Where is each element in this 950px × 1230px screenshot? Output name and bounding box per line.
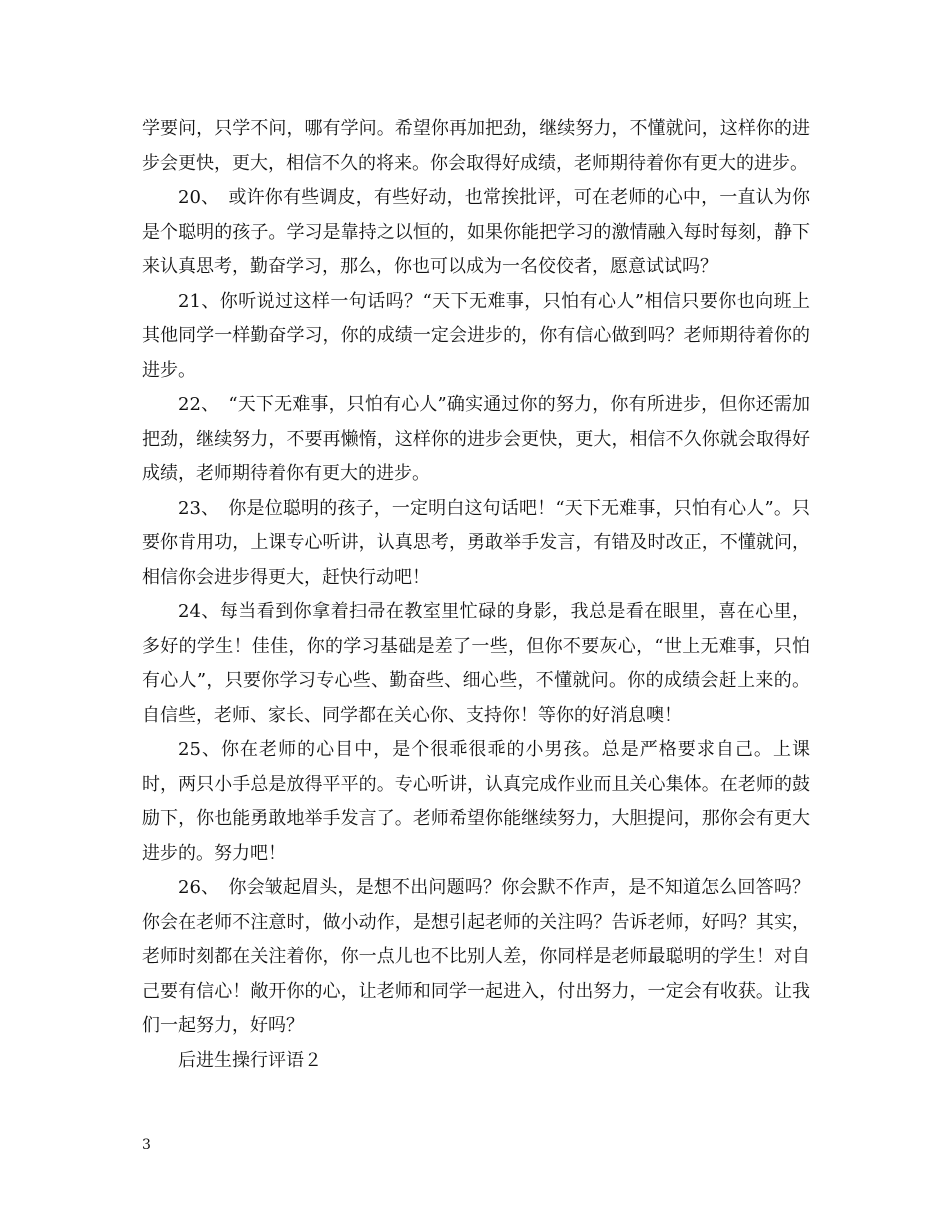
paragraph-20: 20、 或许你有些调皮，有些好动，也常挨批评，可在老师的心中，一直认为你是个聪明的孩子。学习是靠持之以恒的，如果你能把学习的激情融入每时每刻，静下来认真思考，勤奋学习，那么，你也可以成为一名佼佼者，愿意试试吗？ bbox=[142, 187, 810, 277]
paragraph-21: 21、你听说过这样一句话吗？“天下无难事，只怕有心人”相信只要你也向班上其他同学一样勤奋学习，你的成绩一定会进步的，你有信心做到吗？老师期待着你的进步。 bbox=[142, 290, 810, 381]
paragraph-26: 26、 你会皱起眉头，是想不出问题吗？你会默不作声，是不知道怎么回答吗？你会在老师不注意时，做小动作，是想引起老师的关注吗？告诉老师，好吗？其实，老师时刻都在关注着你，你一点儿也不比别人差，你同样是老师最聪明的学生！对自己要有信心！敞开你的心，让老师和同学一起进入，付出努力，一定会有收获。让我们一起努力，好吗？ bbox=[142, 877, 810, 1036]
paragraph-24: 24、每当看到你拿着扫帚在教室里忙碌的身影，我总是看在眼里，喜在心里，多好的学生！佳佳，你的学习基础是差了一些，但你不要灰心，“世上无难事，只怕有心人”，只要你学习专心些、勤奋些、细心些，不懂就问。你的成绩会赶上来的。自信些，老师、家长、同学都在关心你、支持你！等你的好消息噢！ bbox=[142, 601, 810, 726]
page-number: 3 bbox=[142, 1137, 151, 1153]
section-heading: 后进生操行评语２ bbox=[178, 1049, 322, 1071]
paragraph-23: 23、 你是位聪明的孩子，一定明白这句话吧！“天下无难事，只怕有心人”。只要你肯用功，上课专心听讲，认真思考，勇敢举手发言，有错及时改正，不懂就问，相信你会进步得更大，赶快行动吧！ bbox=[142, 497, 810, 588]
paragraph-25: 25、你在老师的心目中，是个很乖很乖的小男孩。总是严格要求自己。上课时，两只小手总是放得平平的。专心听讲，认真完成作业而且关心集体。在老师的鼓励下，你也能勇敢地举手发言了。老师希望你能继续努力，大胆提问，那你会有更大进步的。努力吧！ bbox=[142, 739, 810, 864]
paragraph-22: 22、 “天下无难事，只怕有心人”确实通过你的努力，你有所进步，但你还需加把劲，继续努力，不要再懒惰，这样你的进步会更快，更大，相信不久你就会取得好成绩，老师期待着你有更大的进步。 bbox=[142, 394, 810, 484]
paragraph-continuation: 学要问，只学不问，哪有学问。希望你再加把劲，继续努力，不懂就问，这样你的进步会更快，更大，相信不久的将来。你会取得好成绩，老师期待着你有更大的进步。 bbox=[142, 118, 810, 174]
document-body bbox=[142, 112, 810, 1078]
